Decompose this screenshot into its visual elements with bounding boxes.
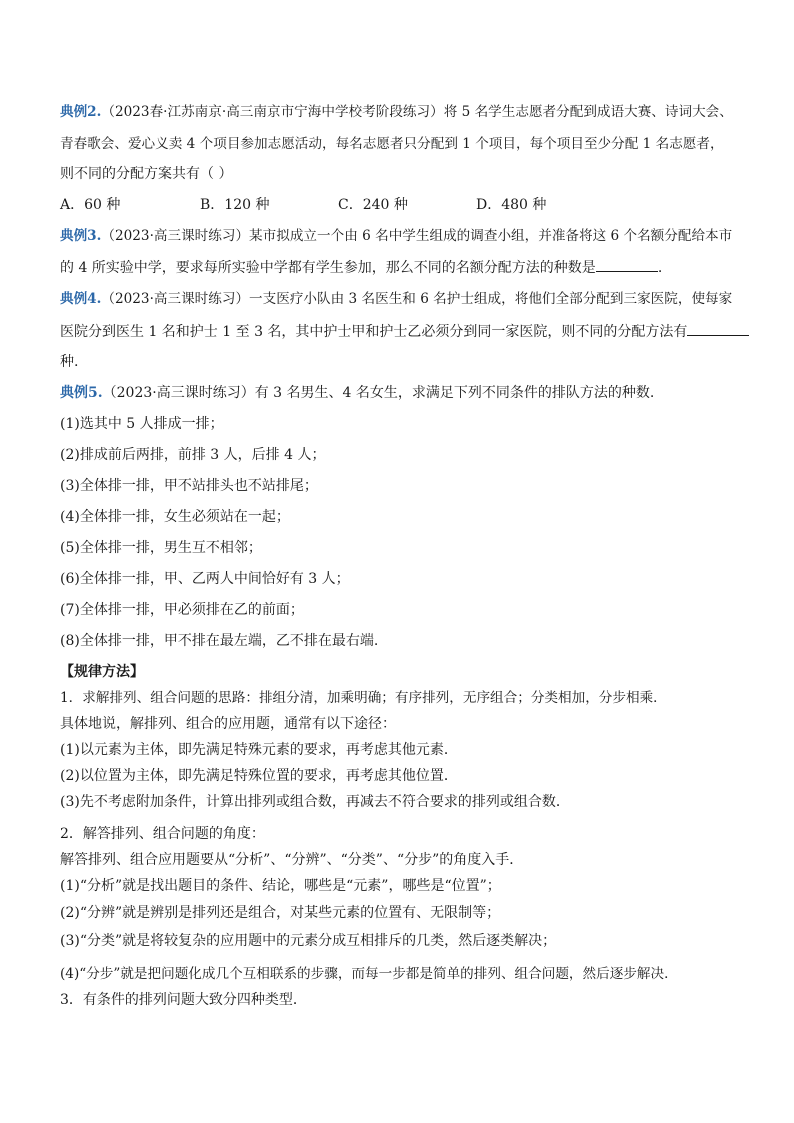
example-4-line-1: 典例4.（2023·高三课时练习）一支医疗小队由 3 名医生和 6 名护士组成，将他们全部分配到三家医院，使每家 (60, 291, 733, 307)
sub-question-3: (3)全体排一排，甲不站排头也不站排尾； (60, 478, 318, 494)
example-2-line-2: 青春歌会、爱心义卖 4 个项目参加志愿活动，每名志愿者只分配到 1 个项目，每个项目至少分配 1 名志愿者， (60, 136, 724, 152)
sub-question-5: (5)全体排一排，男生互不相邻； (60, 540, 262, 556)
example-4-line-3: 种. (60, 354, 79, 370)
method-line-8: (1)“分析”就是找出题目的条件、结论，哪些是“元素”，哪些是“位置”； (60, 878, 501, 894)
sub-question-8: (8)全体排一排，甲不排在最左端，乙不排在最右端. (60, 633, 379, 649)
answer-blank (596, 257, 658, 272)
example-2-options (60, 195, 760, 215)
answer-blank (687, 321, 749, 336)
method-line-6: 2．解答排列、组合问题的角度： (60, 826, 265, 842)
example-3-line-1: 典例3.（2023·高三课时练习）某市拟成立一个由 6 名中学生组成的调查小组，并准备将这 6 个名额分配给本市 (60, 228, 733, 244)
example-3-label: 典例3. (60, 228, 102, 244)
method-line-12: 3．有条件的排列问题大致分四种类型． (60, 992, 307, 1008)
sub-question-7: (7)全体排一排，甲必须排在乙的前面； (60, 602, 304, 618)
method-line-5: (3)先不考虑附加条件，计算出排列或组合数，再减去不符合要求的排列或组合数． (60, 794, 570, 810)
method-line-1: 1．求解排列、组合问题的思路：排组分清，加乘明确；有序排列，无序组合；分类相加，分步相乘． (60, 690, 667, 706)
method-line-7: 解答排列、组合应用题要从“分析”、“分辨”、“分类”、“分步”的角度入手． (60, 852, 524, 868)
example-5-line-1: 典例5.（2023·高三课时练习）有 3 名男生、4 名女生，求满足下列不同条件的排队方法的种数. (60, 385, 655, 401)
method-line-4: (2)以位置为主体，即先满足特殊位置的要求，再考虑其他位置． (60, 768, 458, 784)
option-a: A．60 种 (60, 197, 121, 213)
sub-question-1: (1)选其中 5 人排成一排； (60, 416, 224, 432)
sub-question-4: (4)全体排一排，女生必须站在一起； (60, 509, 290, 525)
sub-question-2: (2)排成前后两排，前排 3 人，后排 4 人； (60, 447, 326, 463)
method-line-3: (1)以元素为主体，即先满足特殊元素的要求，再考虑其他元素． (60, 742, 458, 758)
example-3-line-2: 的 4 所实验中学，要求每所实验中学都有学生参加，那么不同的名额分配方法的种数是 . (60, 257, 662, 278)
example-2-line-1: 典例2.（2023春·江苏南京·高三南京市宁海中学校考阶段练习）将 5 名学生志愿者分配到成语大赛、诗词大会、 (60, 104, 733, 120)
option-b: B．120 种 (200, 197, 270, 213)
method-line-10: (3)“分类”就是将较复杂的应用题中的元素分成互相排斥的几类，然后逐类解决； (60, 933, 557, 949)
method-line-2: 具体地说，解排列、组合的应用题，通常有以下途径： (60, 716, 396, 732)
example-2-line-3: 则不同的分配方案共有（ ） (60, 166, 233, 182)
method-line-9: (2)“分辨”就是辨别是排列还是组合，对某些元素的位置有、无限制等； (60, 905, 501, 921)
example-5-label: 典例5. (60, 385, 103, 401)
example-4-label: 典例4. (60, 291, 102, 307)
method-heading: 【规律方法】 (60, 664, 144, 680)
sub-question-6: (6)全体排一排，甲、乙两人中间恰好有 3 人； (60, 571, 350, 587)
option-d: D．480 种 (476, 197, 547, 213)
option-c: C．240 种 (338, 197, 408, 213)
method-line-11: (4)“分步”就是把问题化成几个互相联系的步骤，而每一步都是简单的排列、组合问题，然后逐步解决． (60, 966, 678, 982)
example-4-line-2: 医院分到医生 1 名和护士 1 至 3 名，其中护士甲和护士乙必须分到同一家医院，则不同的分配方法有 (60, 321, 749, 342)
example-2-label: 典例2. (60, 104, 102, 120)
